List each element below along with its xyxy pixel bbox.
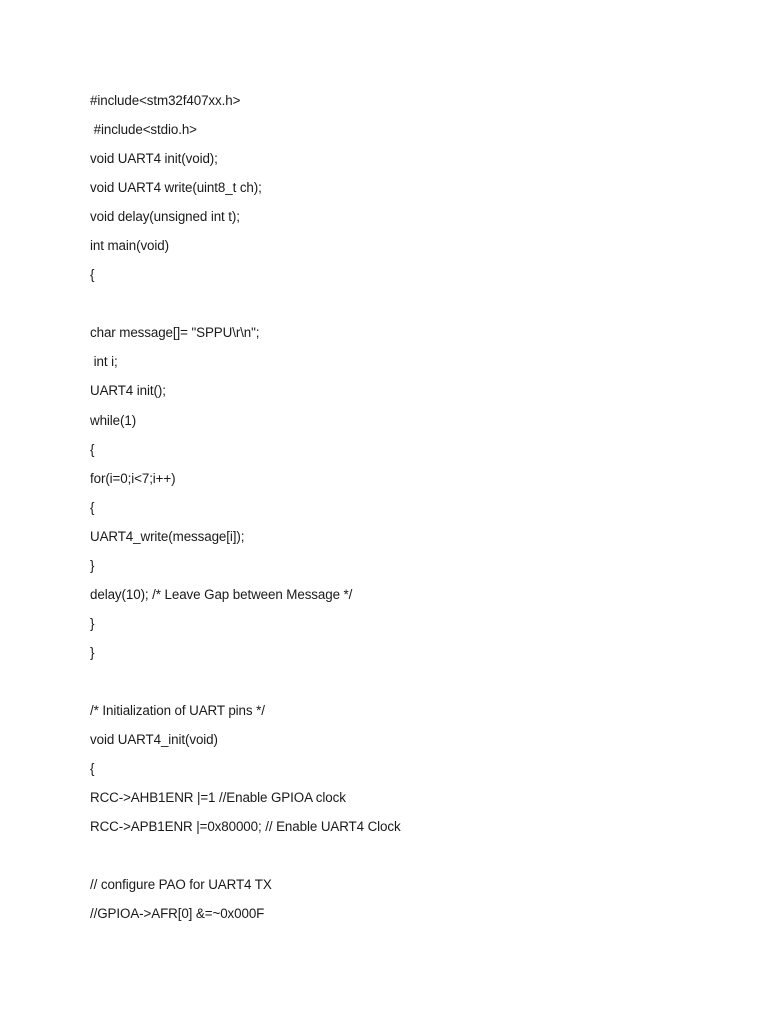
blank-line bbox=[90, 672, 730, 701]
code-line: { bbox=[90, 761, 95, 777]
code-line: } bbox=[90, 644, 95, 660]
code-line: UART4 init(); bbox=[90, 383, 166, 399]
code-line: void delay(unsigned int t); bbox=[90, 209, 240, 225]
code-line: int main(void) bbox=[90, 238, 169, 254]
blank-line bbox=[90, 294, 730, 323]
code-line: delay(10); /* Leave Gap between Message */ bbox=[90, 586, 353, 602]
code-line: //GPIOA->AFR[0] &=~0x000F bbox=[90, 906, 265, 922]
code-line: void UART4 write(uint8_t ch); bbox=[90, 180, 262, 196]
code-line: /* Initialization of UART pins */ bbox=[90, 702, 265, 718]
code-line: for(i=0;i<7;i++) bbox=[90, 470, 176, 486]
code-line: int i; bbox=[90, 354, 118, 370]
code-line: } bbox=[90, 615, 95, 631]
code-line: #include<stm32f407xx.h> bbox=[90, 93, 241, 108]
code-line: { bbox=[90, 499, 95, 515]
code-line: while(1) bbox=[90, 412, 137, 428]
code-listing bbox=[90, 91, 730, 933]
code-line: void UART4 init(void); bbox=[90, 151, 218, 167]
code-line: { bbox=[90, 267, 95, 283]
code-line: UART4_write(message[i]); bbox=[90, 528, 245, 544]
code-line: // configure PAO for UART4 TX bbox=[90, 877, 272, 893]
code-line: RCC->APB1ENR |=0x80000; // Enable UART4 Clock bbox=[90, 819, 401, 835]
code-line: RCC->AHB1ENR |=1 //Enable GPIOA clock bbox=[90, 790, 346, 806]
code-line: #include<stdio.h> bbox=[90, 122, 197, 138]
code-line: } bbox=[90, 557, 95, 573]
code-line: char message[]= "SPPU\r\n"; bbox=[90, 325, 260, 341]
code-line: void UART4_init(void) bbox=[90, 732, 218, 748]
code-line: { bbox=[90, 441, 95, 457]
blank-line bbox=[90, 846, 730, 875]
